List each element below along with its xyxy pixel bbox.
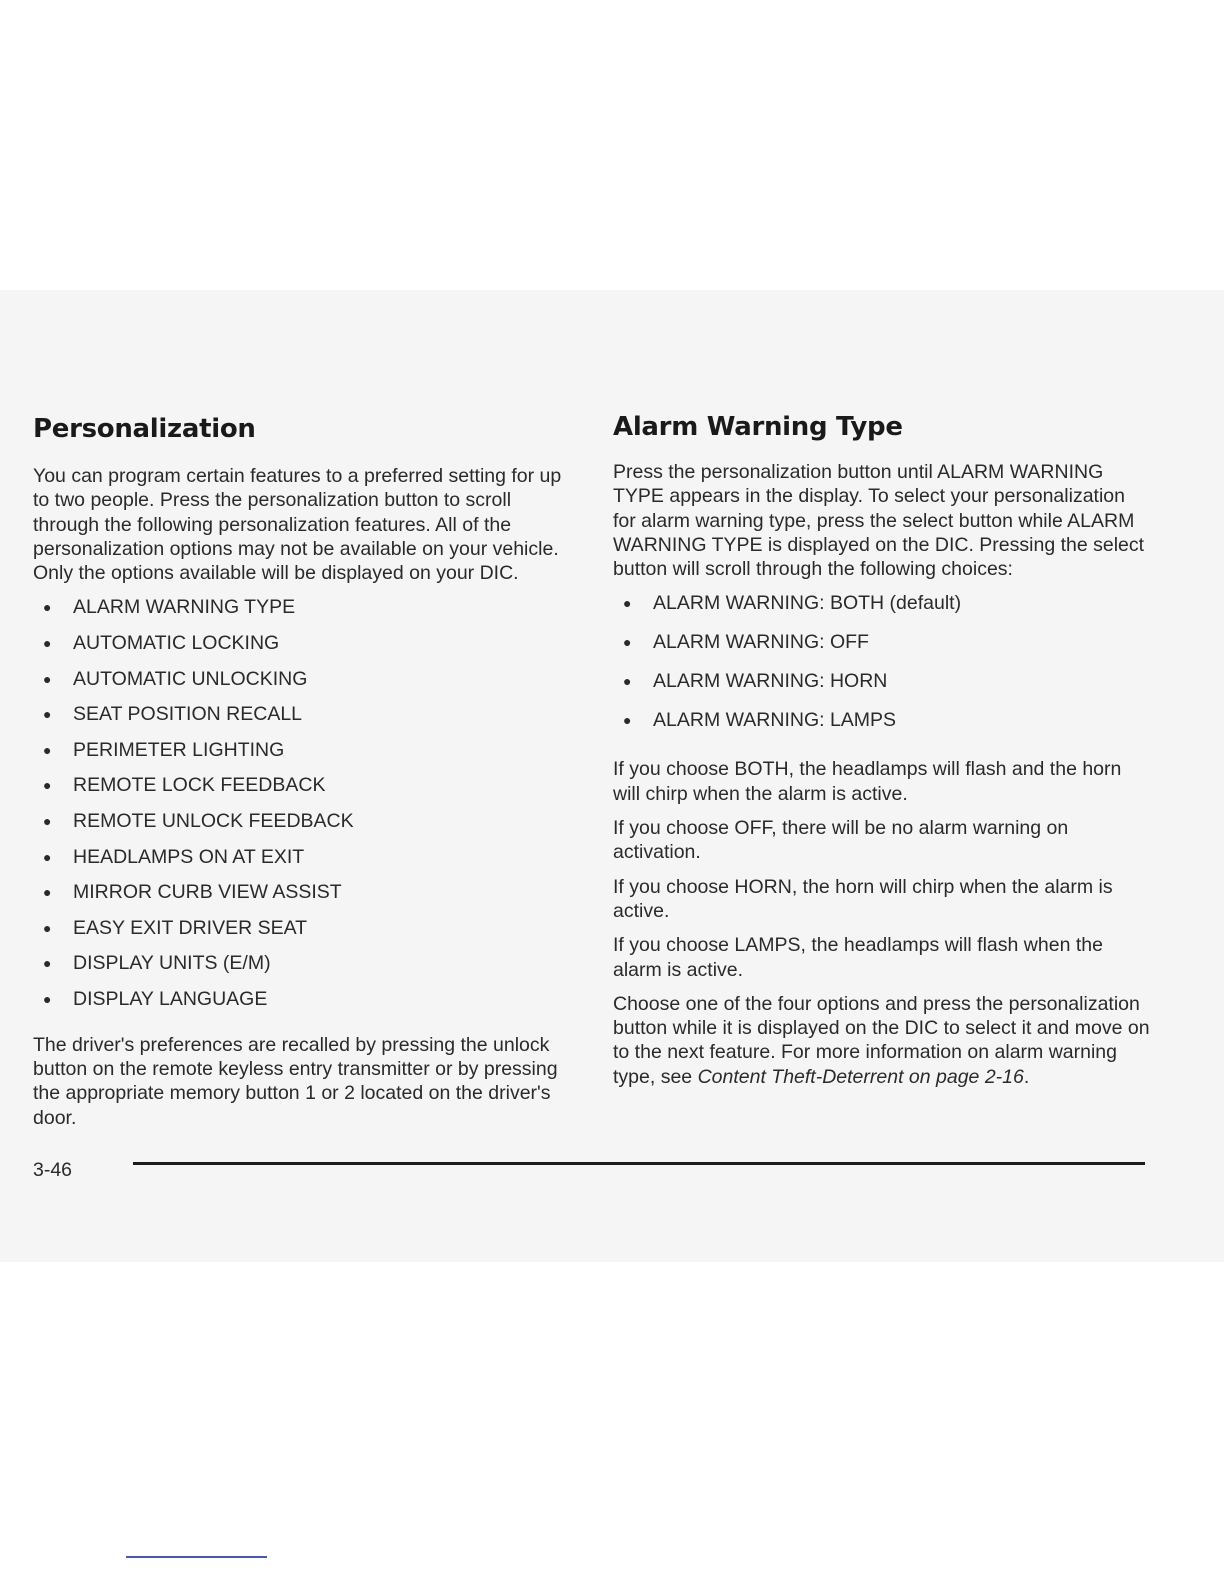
bullet-icon: ● bbox=[43, 741, 52, 758]
left-column bbox=[33, 412, 573, 1140]
list-item: ● ALARM WARNING: LAMPS bbox=[623, 709, 897, 732]
bullet-icon: ● bbox=[43, 848, 52, 865]
list-item: ● PERIMETER LIGHTING bbox=[43, 738, 285, 761]
list-item: ● AUTOMATIC UNLOCKING bbox=[43, 667, 308, 690]
bullet-icon: ● bbox=[43, 813, 52, 830]
list-item: ● DISPLAY UNITS (E/M) bbox=[43, 952, 271, 975]
bullet-icon: ● bbox=[623, 673, 632, 690]
right-column bbox=[613, 412, 1153, 1099]
bullet-icon: ● bbox=[43, 670, 52, 687]
alarm-intro: Press the personalization button until ALARM WARNING TYPE appears in the display. To select your personalization for alarm warning type, press the select button while ALARM WARNING TYPE is displayed on the DIC. Pressing the select button will scroll through the following choices: bbox=[613, 461, 1145, 581]
bullet-icon: ● bbox=[43, 991, 52, 1008]
list-item: ● MIRROR CURB VIEW ASSIST bbox=[43, 881, 342, 904]
personalization-heading: Personalization bbox=[33, 414, 256, 444]
alarm-para-horn: If you choose HORN, the horn will chirp when the alarm is active. bbox=[613, 875, 1113, 922]
list-item: ● ALARM WARNING: HORN bbox=[623, 670, 888, 693]
bullet-icon: ● bbox=[623, 595, 632, 612]
list-item: ● AUTOMATIC LOCKING bbox=[43, 632, 280, 655]
alarm-para-lamps: If you choose LAMPS, the headlamps will flash when the alarm is active. bbox=[613, 934, 1103, 981]
personalization-intro: You can program certain features to a preferred setting for up to two people. Press the personalization button to scroll through the following personalization features. All of the personalization options may not be available on your vehicle. Only the options available will be displayed on your DIC. bbox=[33, 465, 562, 585]
bullet-icon: ● bbox=[43, 955, 52, 972]
personalization-feature-list bbox=[33, 595, 573, 1022]
list-item: ● EASY EXIT DRIVER SEAT bbox=[43, 916, 308, 939]
bullet-icon: ● bbox=[623, 634, 632, 651]
alarm-para-off: If you choose OFF, there will be no alarm warning on activation. bbox=[613, 817, 1069, 864]
bullet-icon: ● bbox=[43, 635, 52, 652]
alarm-para-final: Choose one of the four options and press the personalization button while it is displayed on the DIC to select it and move on to the next feature. For more information on alarm warning type, see Content Theft-Deterrent on page 2-16. bbox=[613, 992, 1150, 1088]
bottom-blue-line bbox=[126, 1556, 267, 1558]
list-item: ● ALARM WARNING: OFF bbox=[623, 631, 869, 654]
bullet-icon: ● bbox=[43, 919, 52, 936]
list-item: ● SEAT POSITION RECALL bbox=[43, 703, 303, 726]
alarm-para-both: If you choose BOTH, the headlamps will flash and the horn will chirp when the alarm is active. bbox=[613, 758, 1122, 805]
list-item: ● ALARM WARNING: BOTH (default) bbox=[623, 592, 962, 615]
bullet-icon: ● bbox=[623, 712, 632, 729]
bullet-icon: ● bbox=[43, 884, 52, 901]
alarm-warning-type-heading: Alarm Warning Type bbox=[613, 412, 903, 442]
bullet-icon: ● bbox=[43, 599, 52, 616]
page-number: 3-46 bbox=[33, 1159, 73, 1181]
content-theft-deterrent-reference[interactable]: Content Theft-Deterrent on page 2-16 bbox=[697, 1065, 1024, 1088]
list-item: ● REMOTE LOCK FEEDBACK bbox=[43, 774, 326, 797]
list-item: ● ALARM WARNING TYPE bbox=[43, 596, 296, 619]
alarm-choice-list bbox=[613, 591, 1153, 747]
list-item: ● REMOTE UNLOCK FEEDBACK bbox=[43, 810, 354, 833]
footer-divider bbox=[133, 1162, 1145, 1165]
bullet-icon: ● bbox=[43, 777, 52, 794]
bullet-icon: ● bbox=[43, 706, 52, 723]
personalization-closing: The driver's preferences are recalled by pressing the unlock button on the remote keyless entry transmitter or by pressing the appropriate memory button 1 or 2 located on the driver's door. bbox=[33, 1033, 558, 1129]
list-item: ● HEADLAMPS ON AT EXIT bbox=[43, 845, 305, 868]
list-item: ● DISPLAY LANGUAGE bbox=[43, 988, 268, 1011]
